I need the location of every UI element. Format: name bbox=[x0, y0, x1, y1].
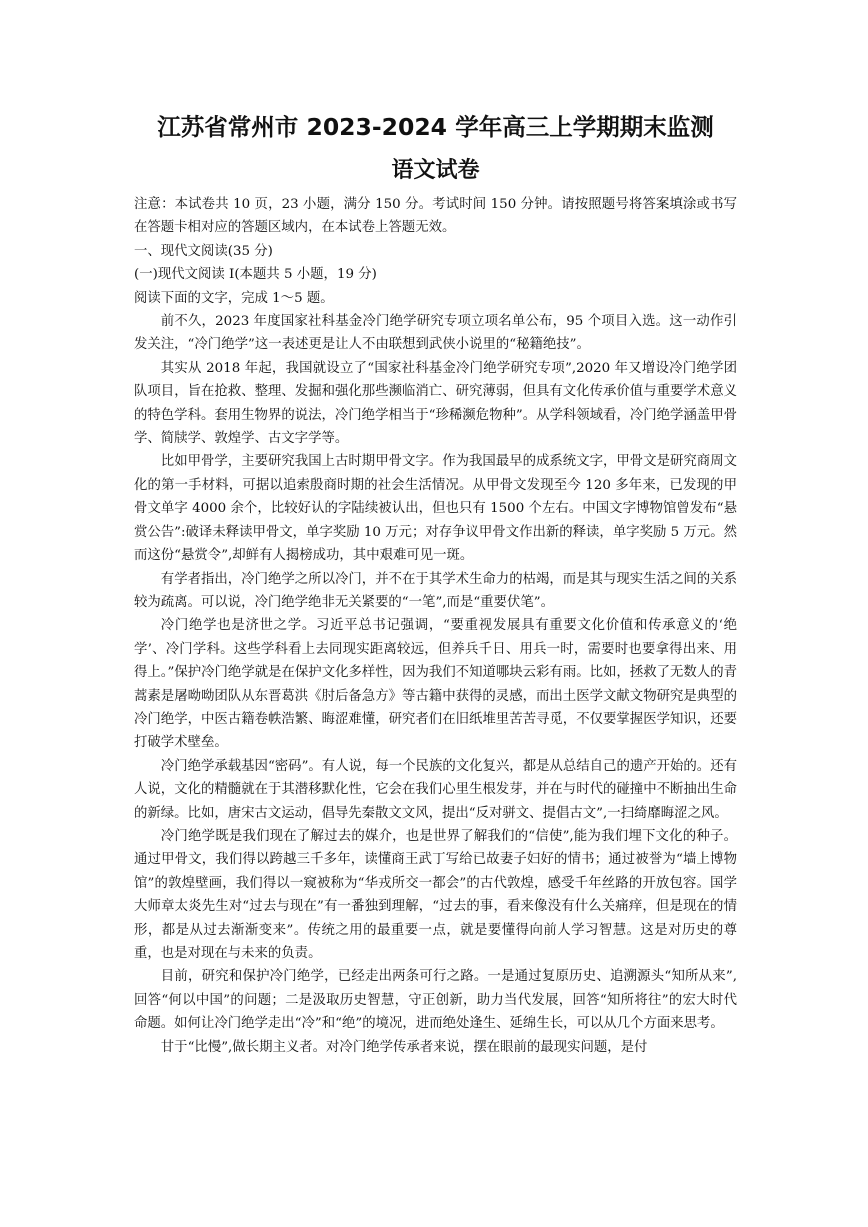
paragraph: 前不久，2023 年度国家社科基金冷门绝学研究专项立项名单公布，95 个项目入选。这一动作引发关注，“冷门绝学”这一表述更是让人不由联想到武侠小说里的“秘籍绝技”。 bbox=[134, 314, 737, 353]
section-heading: 一、现代文阅读(35 分) bbox=[134, 243, 273, 259]
paragraph: 冷门绝学也是济世之学。习近平总书记强调，“要重视发展具有重要文化价值和传承意义的‘绝学’、冷门学科。这些学科看上去同现实距离较远，但养兵千日、用兵一时，需要时也要拿得出来、用得上。”保护冷门绝学就是在保护文化多样性，因为我们不知道哪块云彩有雨。比如，拯救了无数人的青蒿素是屠呦呦团队从东晋葛洪《肘后备急方》等古籍中获得的灵感，而出土医学文献文物研究是典型的冷门绝学，中医古籍卷帙浩繁、晦涩难懂，研究者们在旧纸堆里苦苦寻觅，不仅要掌握医学知识，还要打破学术壁垒。 bbox=[134, 618, 737, 751]
paragraph: 有学者指出，冷门绝学之所以冷门，并不在于其学术生命力的枯竭，而是其与现实生活之间的关系较为疏离。可以说，冷门绝学绝非无关紧要的“一笔”,而是“重要伏笔”。 bbox=[134, 571, 737, 610]
subsection-heading: (一)现代文阅读 I(本题共 5 小题，19 分) bbox=[134, 267, 377, 283]
document-body bbox=[134, 193, 737, 1059]
document-title: 江苏省常州市 2023-2024 学年高三上学期期末监测 bbox=[157, 113, 714, 141]
paragraph: 其实从 2018 年起，我国就设立了“国家社科基金冷门绝学研究专项”,2020 年又增设冷门绝学团队项目，旨在抢救、整理、发掘和强化那些濒临消亡、研究薄弱，但具有文化传承价值与重要学术意义的特色学科。套用生物界的说法，冷门绝学相当于“珍稀濒危物种”。从学科领域看，冷门绝学涵盖甲骨学、简牍学、敦煌学、古文字学等。 bbox=[134, 360, 737, 447]
paragraph: 比如甲骨学，主要研究我国上古时期甲骨文字。作为我国最早的成系统文字，甲骨文是研究商周文化的第一手材料，可据以追索殷商时期的社会生活情况。从甲骨文发现至今 120 多年来，已发现的甲骨文单字 4000 余个，比较好认的字陆续被认出，但也只有 1500 个左右。中国文字博物馆曾发布“悬赏公告”:破译未释读甲骨文，单字奖励 10 万元；对存争议甲骨文作出新的释读，单字奖励 5 万元。然而这份“悬赏令”,却鲜有人揭榜成功，其中艰难可见一斑。 bbox=[134, 454, 737, 564]
reading-instruction: 阅读下面的文字，完成 1～5 题。 bbox=[134, 290, 334, 306]
paragraph: 目前，研究和保护冷门绝学，已经走出两条可行之路。一是通过复原历史、追溯源头“知所从来”,回答“何以中国”的问题；二是汲取历史智慧，守正创新，助力当代发展，回答“知所将往”的宏大时代命题。如何让冷门绝学走出“冷”和“绝”的境况，进而绝处逢生、延绵生长，可以从几个方面来思考。 bbox=[134, 969, 737, 1032]
page-content bbox=[134, 112, 737, 1059]
paragraph: 冷门绝学承载基因“密码”。有人说，每一个民族的文化复兴，都是从总结自己的遗产开始的。还有人说，文化的精髓就在于其潜移默化性，它会在我们心里生根发芽，并在与时代的碰撞中不断抽出生命的新绿。比如，唐宋古文运动，倡导先秦散文文风，提出“反对骈文、提倡古文”,一扫绮靡晦涩之风。 bbox=[134, 758, 737, 821]
exam-notice: 注意：本试卷共 10 页，23 小题，满分 150 分。考试时间 150 分钟。请按照题号将答案填涂或书写在答题卡相对应的答题区域内，在本试卷上答题无效。 bbox=[134, 197, 737, 236]
document-subtitle: 语文试卷 bbox=[391, 158, 480, 183]
paragraph: 冷门绝学既是我们现在了解过去的媒介，也是世界了解我们的“信使”,能为我们埋下文化的种子。通过甲骨文，我们得以跨越三千多年，读懂商王武丁写给已故妻子妇好的情书；通过被誉为“墙上博物馆”的敦煌壁画，我们得以一窥被称为“华戎所交一都会”的古代敦煌，感受千年丝路的开放包容。国学大师章太炎先生对“过去与现在”有一番独到理解，“过去的事，看来像没有什么关痛痒，但是现在的情形，都是从过去渐渐变来”。传统之用的最重要一点，就是要懂得向前人学习智慧。这是对历史的尊重，也是对现在与未来的负责。 bbox=[134, 828, 737, 961]
paragraph: 甘于“比慢”,做长期主义者。对冷门绝学传承者来说，摆在眼前的最现实问题，是付 bbox=[160, 1039, 648, 1055]
